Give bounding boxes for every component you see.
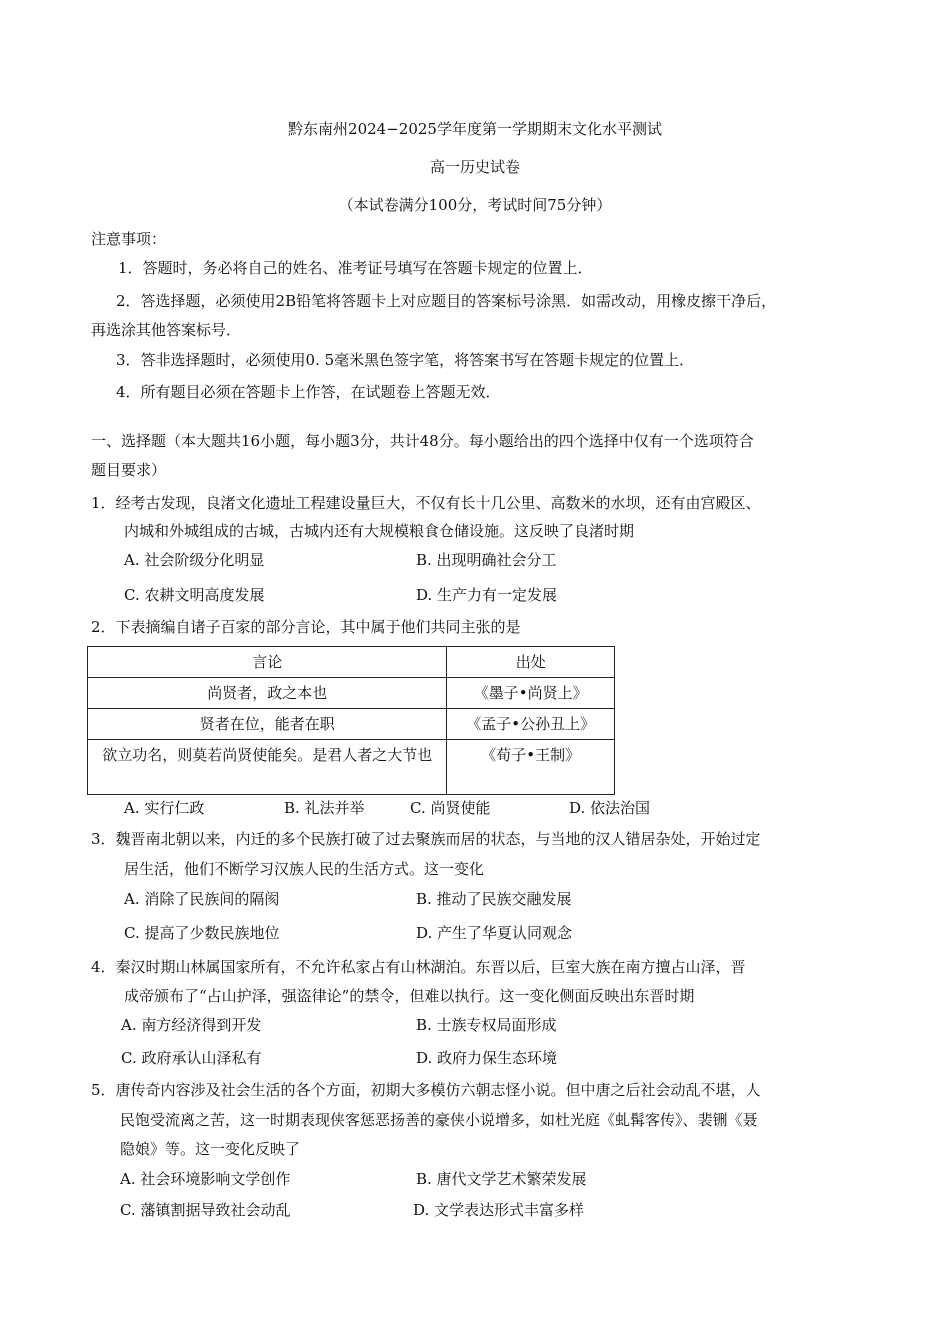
question-2-option-d: D. 依法治国	[569, 799, 651, 817]
instruction-item: 3．答非选择题时，必须使用0. 5毫米黑色签字笔，将答案书写在答题卡规定的位置上．	[116, 351, 695, 369]
question-4-stem: 4．秦汉时期山林属国家所有，不允许私家占有山林湖泊。东晋以后，巨室大族在南方擅占山泽，晋	[91, 958, 746, 976]
question-1-option-d: D. 生产力有一定发展	[416, 586, 558, 604]
table-row	[88, 678, 615, 709]
question-3-option-a: A. 消除了民族间的隔阂	[124, 890, 280, 908]
instruction-item: 2．答选择题，必须使用2B铅笔将答题卡上对应题目的答案标号涂黑．如需改动，用橡皮擦干净后，	[116, 292, 777, 310]
question-5-stem-cont: 隐娘》等。这一变化反映了	[120, 1140, 301, 1158]
question-3-option-b: B. 推动了民族交融发展	[416, 890, 572, 908]
question-1-option-c: C. 农耕文明高度发展	[124, 586, 265, 604]
question-3-option-c: C. 提高了少数民族地位	[124, 924, 280, 942]
section-heading-cont: 题目要求）	[91, 461, 167, 479]
exam-title: 黔东南州2024−2025学年度第一学期期末文化水平测试	[288, 120, 662, 138]
table-cell: 《荀子•王制》	[447, 740, 615, 795]
question-1-option-a: A. 社会阶级分化明显	[124, 551, 265, 569]
question-2-option-c: C. 尚贤使能	[410, 799, 491, 817]
table-header-cell: 言论	[88, 647, 447, 678]
question-4-option-c: C. 政府承认山泽私有	[121, 1049, 262, 1067]
table-cell: 尚贤者，政之本也	[88, 678, 447, 709]
instructions-heading: 注意事项：	[91, 230, 167, 248]
section-heading: 一、选择题（本大题共16小题，每小题3分，共计48分。每小题给出的四个选择中仅有一个选项符合	[91, 432, 754, 450]
question-2-option-a: A. 实行仁政	[124, 799, 205, 817]
exam-subtitle: 高一历史试卷	[429, 158, 520, 176]
table-cell: 贤者在位，能者在职	[88, 709, 447, 740]
table-cell: 《墨子•尚贤上》	[447, 678, 615, 709]
question-4-option-a: A. 南方经济得到开发	[121, 1016, 262, 1034]
table-row	[88, 709, 615, 740]
question-5-stem-cont: 民饱受流离之苦，这一时期表现侠客惩恶扬善的豪侠小说增多，如杜光庭《虬髯客传》、裴铏《聂	[120, 1111, 758, 1129]
question-4-option-d: D. 政府力保生态环境	[416, 1049, 558, 1067]
question-5-option-c: C. 藩镇割据导致社会动乱	[120, 1201, 291, 1219]
question-1-stem: 1．经考古发现，良渚文化遗址工程建设量巨大，不仅有长十几公里、高数米的水坝，还有由宫殿区、	[91, 494, 761, 512]
question-2-stem: 2．下表摘编自诸子百家的部分言论，其中属于他们共同主张的是	[91, 618, 521, 636]
exam-note: （本试卷满分100分，考试时间75分钟）	[338, 196, 612, 214]
table-header-row	[88, 647, 615, 678]
question-2-option-b: B. 礼法并举	[284, 799, 365, 817]
question-3-option-d: D. 产生了华夏认同观念	[416, 924, 573, 942]
table-cell: 《孟子•公孙丑上》	[447, 709, 615, 740]
instruction-item: 1．答题时，务必将自己的姓名、准考证号填写在答题卡规定的位置上．	[118, 259, 593, 277]
question-5-option-d: D. 文学表达形式丰富多样	[413, 1201, 585, 1219]
question-2-table	[87, 646, 615, 795]
table-row	[88, 740, 615, 795]
question-5-option-a: A. 社会环境影响文学创作	[120, 1170, 291, 1188]
question-5-option-b: B. 唐代文学艺术繁荣发展	[416, 1170, 587, 1188]
question-3-stem-cont: 居生活，他们不断学习汉族人民的生活方式。这一变化	[124, 860, 485, 878]
question-4-option-b: B. 士族专权局面形成	[416, 1016, 557, 1034]
question-1-stem-cont: 内城和外城组成的古城，古城内还有大规模粮食仓储设施。这反映了良渚时期	[124, 522, 635, 540]
question-1-option-b: B. 出现明确社会分工	[416, 551, 557, 569]
table-cell: 欲立功名，则莫若尚贤使能矣。是君人者之大节也	[88, 740, 447, 795]
table-header-cell: 出处	[447, 647, 615, 678]
instruction-item: 再选涂其他答案标号．	[91, 321, 242, 339]
question-5-stem: 5．唐传奇内容涉及社会生活的各个方面，初期大多模仿六朝志怪小说。但中唐之后社会动乱不堪，人	[91, 1081, 761, 1099]
question-3-stem: 3．魏晋南北朝以来，内迁的多个民族打破了过去聚族而居的状态，与当地的汉人错居杂处，开始过定	[91, 830, 761, 848]
question-4-stem-cont: 成帝颁布了“占山护泽，强盗律论”的禁令，但难以执行。这一变化侧面反映出东晋时期	[124, 987, 695, 1005]
instruction-item: 4．所有题目必须在答题卡上作答，在试题卷上答题无效．	[116, 383, 501, 401]
